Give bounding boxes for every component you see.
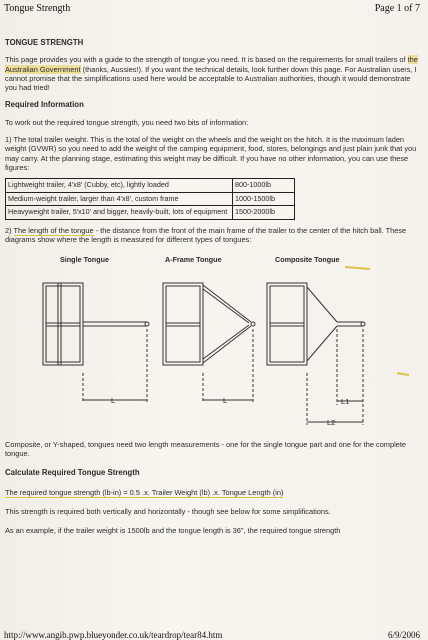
composite-tongue-label: Composite Tongue (275, 254, 340, 264)
composite-note: Composite, or Y-shaped, tongues need two length measurements - one for the single tongue part and one for the complete tongue. (5, 439, 406, 458)
page-heading: TONGUE STRENGTH (5, 38, 84, 47)
aframe-l-label: L (223, 395, 228, 405)
tongue-diagrams (5, 255, 420, 435)
page-content (5, 38, 420, 535)
item2-term: The length of the tongue (13, 226, 94, 236)
intro-highlight-link[interactable]: the Australian Government (5, 55, 418, 74)
item2-body: - the distance from the front of the main frame of the trailer to the center of the hitch ball. These diagrams show where the length is measured for different types of tongues: (5, 226, 407, 245)
table-cell-desc: Medium-weight trailer, larger than 4'x8', custom frame (6, 192, 233, 206)
composite-l1-label: L1 (341, 396, 350, 406)
header-title: Tongue Strength (4, 3, 71, 14)
calc-heading: Calculate Required Tongue Strength (5, 468, 140, 478)
example-text: As an example, if the trailer weight is 1500lb and the tongue length is 36", the required tongue strength (5, 526, 341, 536)
highlighter-mark (397, 373, 409, 375)
required-heading: Required Information (5, 100, 84, 110)
both-text: This strength is required both vertically and horizontally - though see below for some simplifications. (5, 506, 331, 516)
composite-l2-label: L2 (327, 417, 336, 427)
footer-url[interactable]: http://www.angib.pwp.blueyonder.co.uk/teardrop/tear84.htm (4, 630, 223, 640)
item2-text (5, 226, 420, 245)
intro-text-1: This page provides you with a guide to the strength of tongue you need. It is based on the requirements for small trailers of (5, 55, 408, 65)
table-row (6, 206, 295, 220)
table-cell-desc: Lightweight trailer, 4'x8' (Cubby, etc), lightly loaded (6, 179, 233, 193)
highlighter-mark (345, 267, 370, 269)
formula-text (5, 488, 420, 497)
single-l-label: L (111, 395, 116, 405)
table-cell-range: 1500-2000lb (233, 206, 295, 220)
footer-date: 6/9/2006 (387, 630, 420, 640)
aframe-tongue-label: A-Frame Tongue (165, 254, 222, 264)
header-page-number: Page 1 of 7 (374, 3, 420, 14)
table-cell-desc: Heavyweight trailer, 5'x10' and bigger, heavily-built, lots of equipment (6, 206, 233, 220)
single-tongue-diagram (43, 283, 149, 403)
table-cell-range: 1000-1500lb (233, 192, 295, 206)
intro-text-2: (thanks, Aussies!). If you want the technical details, look further down this page. For Australian users, I cannot promise that the simplifications used here would be acceptable to Australian authorities, though it would demonstrate you had tried! (5, 64, 417, 93)
composite-tongue-diagram (267, 283, 365, 425)
table-cell-range: 800-1000lb (233, 179, 295, 193)
aframe-tongue-diagram (163, 283, 255, 403)
diagram-drawing (5, 265, 420, 435)
formula-value: The required tongue strength (lb-in) = 0.5 .x. Trailer Weight (lb) .x. Tongue Length (in) (5, 487, 284, 497)
weights-table (5, 178, 295, 220)
required-text: To work out the required tongue strength, you need two bits of information: (5, 117, 249, 127)
table-row (6, 192, 295, 206)
item2-prefix: 2) (5, 226, 14, 236)
item1-text: 1) The total trailer weight. This is the total of the weight on the wheels and the weight on the hitch. It is the maximum laden weight (GVWR) so you need to add the weight of the camping equipment, food, stores, belongings and just plain junk that you may carry. At the planning stage, estimating this weight may be difficult. If you have no other information, you can use these figures: (5, 135, 417, 172)
single-tongue-label: Single Tongue (60, 254, 109, 264)
table-row (6, 179, 295, 193)
intro-paragraph (5, 55, 420, 92)
